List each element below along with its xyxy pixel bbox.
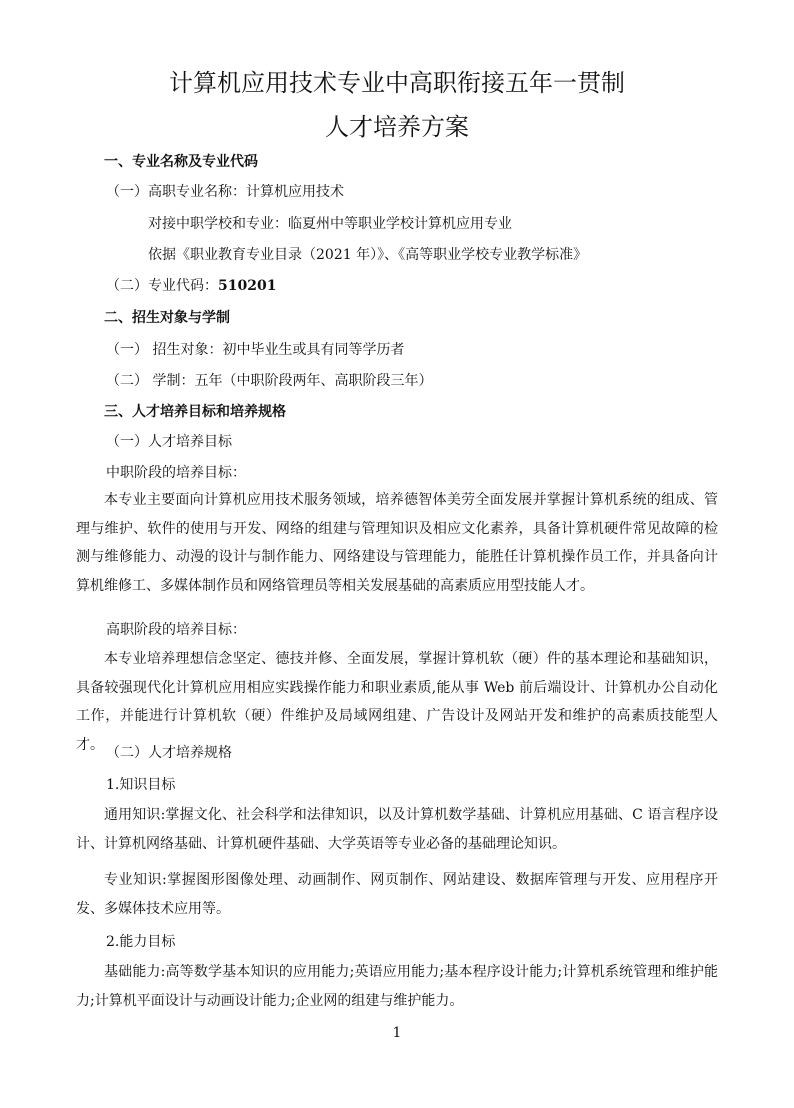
secondary-goal-paragraph: 本专业主要面向计算机应用技术服务领域，培养德智体美劳全面发展并掌握计算机系统的组成、管理与维护、软件的使用与开发、网络的组建与管理知识及相应文化素养，具备计算机硬件常见故障的检测与维修能力、动漫的设计与制作能力、网络建设与管理能力，能胜任计算机操作员工作，并具备向计算机维修工、多媒体制作员和网络管理员等相关发展基础的高素质应用型技能人才。 [76, 492, 718, 594]
training-spec-heading: （二）人才培养规格 [106, 745, 232, 761]
section-1-heading: 一、专业名称及专业代码 [104, 154, 258, 170]
basis-line: 依据《职业教育专业目录（2021 年）》、《高等职业学校专业教学标准》 [148, 247, 588, 263]
document-title: 计算机应用技术专业中高职衔接五年一贯制 [169, 69, 625, 97]
major-code-line [106, 276, 276, 296]
major-code-label: （二）专业代码： [106, 278, 218, 294]
document-subtitle: 人才培养方案 [325, 113, 469, 141]
section-2-heading: 二、招生对象与学制 [104, 310, 230, 326]
ability-goal-heading: 2.能力目标 [106, 934, 176, 950]
professional-knowledge-paragraph: 专业知识:掌握图形图像处理、动画制作、网页制作、网站建设、数据库管理与开发、应用程序开发、多媒体技术应用等。 [76, 872, 718, 917]
partner-school-line: 对接中职学校和专业：临夏州中等职业学校计算机应用专业 [148, 216, 512, 232]
higher-goal-label: 高职阶段的培养目标： [106, 622, 246, 638]
knowledge-goal-heading: 1.知识目标 [106, 777, 176, 793]
study-system-line: （二） 学制：五年（中职阶段两年、高职阶段三年） [106, 373, 433, 389]
secondary-goal-label: 中职阶段的培养目标： [106, 465, 246, 481]
basic-ability-paragraph: 基础能力:高等数学基本知识的应用能力;英语应用能力;基本程序设计能力;计算机系统管理和维护能力;计算机平面设计与动画设计能力;企业网的组建与维护能力。 [76, 964, 718, 1009]
enrollment-target-line: （一） 招生对象：初中毕业生或具有同等学历者 [106, 342, 405, 358]
general-knowledge-paragraph: 通用知识:掌握文化、社会科学和法律知识，以及计算机数学基础、计算机应用基础、C 语言程序设计、计算机网络基础、计算机硬件基础、大学英语等专业必备的基础理论知识。 [76, 807, 718, 852]
section-3-heading: 三、人才培养目标和培养规格 [104, 404, 286, 420]
major-name-line: （一）高职专业名称：计算机应用技术 [106, 184, 344, 200]
major-code-value: 510201 [218, 278, 277, 294]
higher-goal-paragraph: 本专业培养理想信念坚定、德技并修、全面发展，掌握计算机软（硬）件的基本理论和基础知识，具备较强现代化计算机应用相应实践操作能力和职业素质,能从事 Web 前后端设计、计算机办公自动化工作，并能进行计算机软（硬）件维护及局域网组建、广告设计及网站开发和维护的高素质技能型人才。 [76, 651, 718, 753]
training-goal-heading: （一）人才培养目标 [106, 434, 232, 450]
page-number: 1 [392, 1025, 402, 1041]
